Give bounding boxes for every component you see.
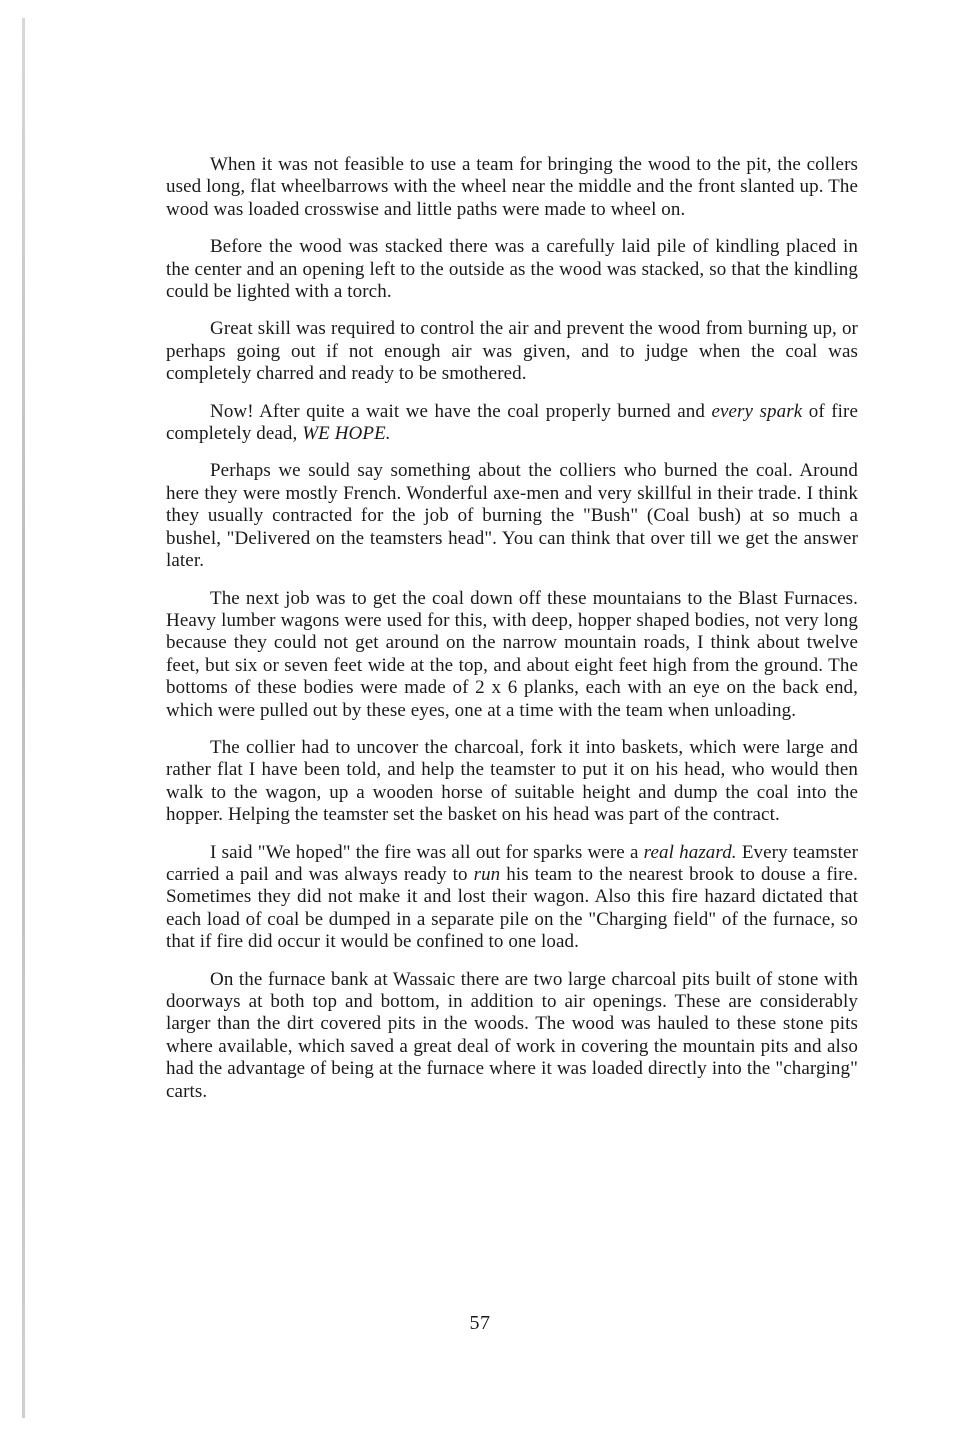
scan-edge-line: [22, 18, 25, 1418]
paragraph-text: his team to the nearest brook to douse a fire. Sometimes they did not make it and lost their wagon. Also this fire hazard dictated that each load of coal be dumped in a separate pile on the "Charging field" of the furnace, so that if fire did occur it would be confined to one load.: [166, 863, 858, 953]
page-body: [166, 154, 858, 1118]
paragraph-wagons: The next job was to get the coal down off these mountaians to the Blast Furnaces. Heavy lumber wagons were used for this, with deep, hopper shaped bodies, not very long because they could not get around on the narrow mountain roads, I think about twelve feet, but six or seven feet wide at the top, and about eight feet high from the ground. The bottoms of these bodies were made of 2 x 6 planks, each with an eye on the back end, which were pulled out by these eyes, one at a time with the team when unloading.: [166, 587, 858, 721]
paragraph-text: Now! After quite a wait we have the coal properly burned and: [210, 400, 712, 422]
paragraph-air-control: Great skill was required to control the air and prevent the wood from burning up, or perhaps going out if not enough air was given, and to judge when the coal was completely charred and ready to be smothered.: [166, 318, 858, 385]
paragraph-text: of fire completely dead,: [166, 400, 859, 445]
emphasis-text: every spark: [711, 400, 803, 422]
paragraph-coal-burned: [166, 401, 858, 446]
paragraph-kindling: Before the wood was stacked there was a carefully laid pile of kindling placed in the center and an opening left to the outside as the wood was stacked, so that the kindling could be lighted with a torch.: [166, 236, 858, 303]
paragraph-text: I said "We hoped" the fire was all out for sparks were a: [210, 841, 644, 863]
emphasis-text: real hazard.: [643, 841, 737, 863]
paragraph-wheelbarrows: When it was not feasible to use a team for bringing the wood to the pit, the collers used long, flat wheelbarrows with the wheel near the middle and the front slanted up. The wood was loaded crosswise and little paths were made to wheel on.: [166, 154, 858, 220]
paragraph-colliers: Perhaps we sould say something about the colliers who burned the coal. Around here they were mostly French. Wonderful axe-men and very skillful in their trade. I think they usually contracted for the job of burning the "Bush" (Coal bush) at so much a bushel, "Delivered on the teamsters head". You can think that over till we get the answer later.: [166, 460, 858, 572]
paragraph-baskets: The collier had to uncover the charcoal, fork it into baskets, which were large and rather flat I have been told, and help the teamster to put it on his head, who would then walk to the wagon, up a wooden horse of suitable height and dump the coal into the hopper. Helping the teamster set the basket on his head was part of the contract.: [166, 736, 858, 826]
emphasis-text: WE HOPE.: [302, 423, 391, 445]
paragraph-fire-hazard: [166, 842, 858, 954]
emphasis-text: run: [473, 863, 501, 885]
paragraph-text: Every teamster carried a pail and was always ready to: [166, 841, 858, 885]
page-number: 57: [469, 1312, 491, 1334]
paragraph-wassaic-pits: On the furnace bank at Wassaic there are two large charcoal pits built of stone with doorways at both top and bottom, in addition to air openings. These are considerably larger than the dirt covered pits in the woods. The wood was hauled to these stone pits where available, which saved a great deal of work in covering the mountain pits and also had the advantage of being at the furnace where it was loaded directly into the "charging" carts.: [166, 968, 858, 1102]
